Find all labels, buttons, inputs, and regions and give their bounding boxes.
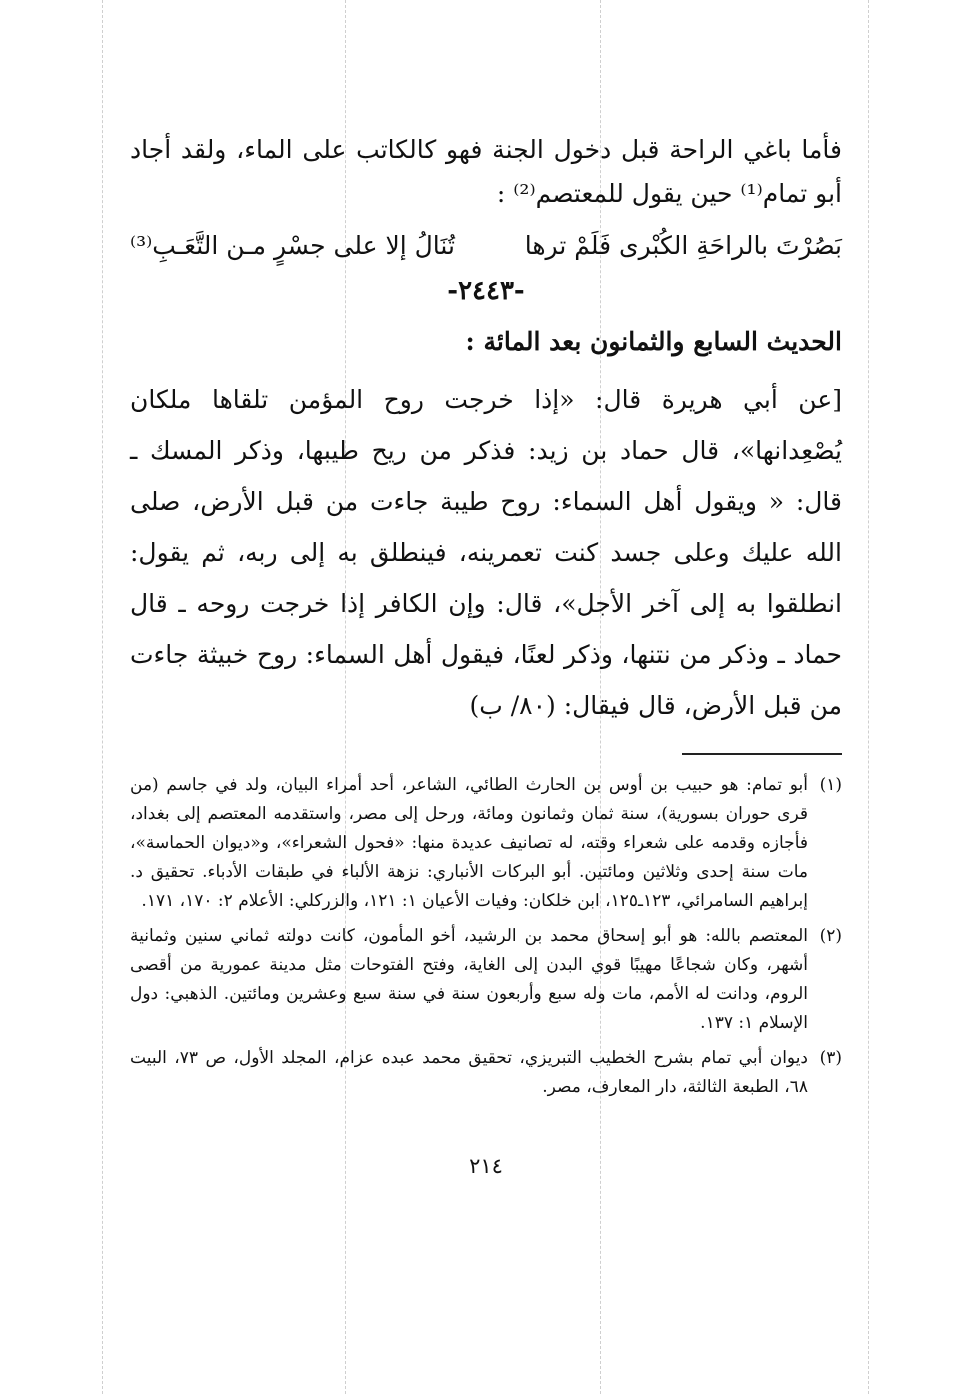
fold-line: [868, 0, 869, 1394]
fold-line: [102, 0, 103, 1394]
footnote-number: (٢): [819, 926, 842, 946]
footnote-text: أبو تمام: هو حبيب بن أوس بن الحارث الطائي، الشاعر، أحد أمراء البيان، ولد في جاسم (من قرى حوران بسورية)، سنة ثمان وثمانون ومائة، ورحل إلى مصر، واستقدمه المعتصم إلى بغداد، فأجازه وقدمه على شعراء وقته، له تصانيف عديدة منها: «فحول الشعراء»، و«ديوان الحماسة»، مات سنة إحدى وثلاثين ومائتين. أبو البركات الأنباري: نزهة الألباء في طبقات الأدباء. تحقيق د. إبراهيم السامرائي، ١٢٣ـ١٢٥، ابن خلكان: وفيات الأعيان ١: ١٢١، والزركلي: الأعلام ٢: ١٧٠، ١٧١.: [130, 775, 808, 911]
book-page: [130, 128, 842, 1178]
footnote: [130, 922, 842, 1038]
poetry-verse: [130, 224, 842, 268]
footnote-text: ديوان أبي تمام بشرح الخطيب التبريزي، تحقيق محمد عبده عزام، المجلد الأول، ص ٧٣، البيت ٦٨، الطبعة الثالثة، دار المعارف، مصر.: [130, 1048, 808, 1097]
footnote-number: (٣): [819, 1048, 842, 1068]
footnote-separator: [682, 753, 842, 755]
hadith-number: -٢٤٤٣-: [447, 276, 525, 306]
verse-first-hemistich: بَصُرْتَ بالراحَةِ الكُبْرى فَلَمْ ترها: [524, 231, 842, 260]
footnote-number: (١): [819, 775, 842, 795]
footnote: [130, 1044, 842, 1102]
hadith-text: [عن أبي هريرة قال: «إذا خرجت روح المؤمن تلقاها ملكان يُصْعِدانها»، قال حماد بن زيد: فذكر من ريح طيبها، وذكر المسك ـ قال: « ويقول أهل السماء: روح طيبة جاءت من قبل الأرض، صلى الله عليك وعلى جسد كنت تعمرينه، فينطلق به إلى ربه، ثم يقول: انطلقوا به إلى آخر الأجل»، قال: وإن الكافر إذا خرجت روحه ـ قال حماد ـ وذكر من نتنها، وذكر لعنًا، فيقول أهل السماء: روح خبيثة جاءت من قبل الأرض، قال فيقال: (٨٠/ ب): [130, 385, 842, 720]
verse-second-hemistich: تُنَالُ إلا على جسْرٍ مـن التَّعَـبِ⁽³⁾: [130, 231, 455, 260]
footnote: [130, 771, 842, 916]
footnote-text: المعتصم بالله: هو أبو إسحاق محمد بن الرشيد، أخو المأمون، كانت دولته ثماني سنين وثمانية أشهر، وكان شجاعًا مهيبًا قوي البدن إلى الغاية، وفتح الفتوحات مثل مدينة عمورية من أقصى الروم، ودانت له الأمم، مات وله سبع وأربعون سنة في سنة سبع وعشرين ومائتين. الذهبي: دول الإسلام ١: ١٣٧.: [130, 926, 808, 1033]
page-number: ٢١٤: [469, 1154, 503, 1178]
section-heading: الحديث السابع والثمانون بعد المائة :: [465, 327, 842, 356]
intro-paragraph: فأما باغي الراحة قبل دخول الجنة فهو كالكاتب على الماء، ولقد أجاد أبو تمام⁽¹⁾ حين يقول للمعتصم⁽²⁾ :: [130, 135, 842, 208]
